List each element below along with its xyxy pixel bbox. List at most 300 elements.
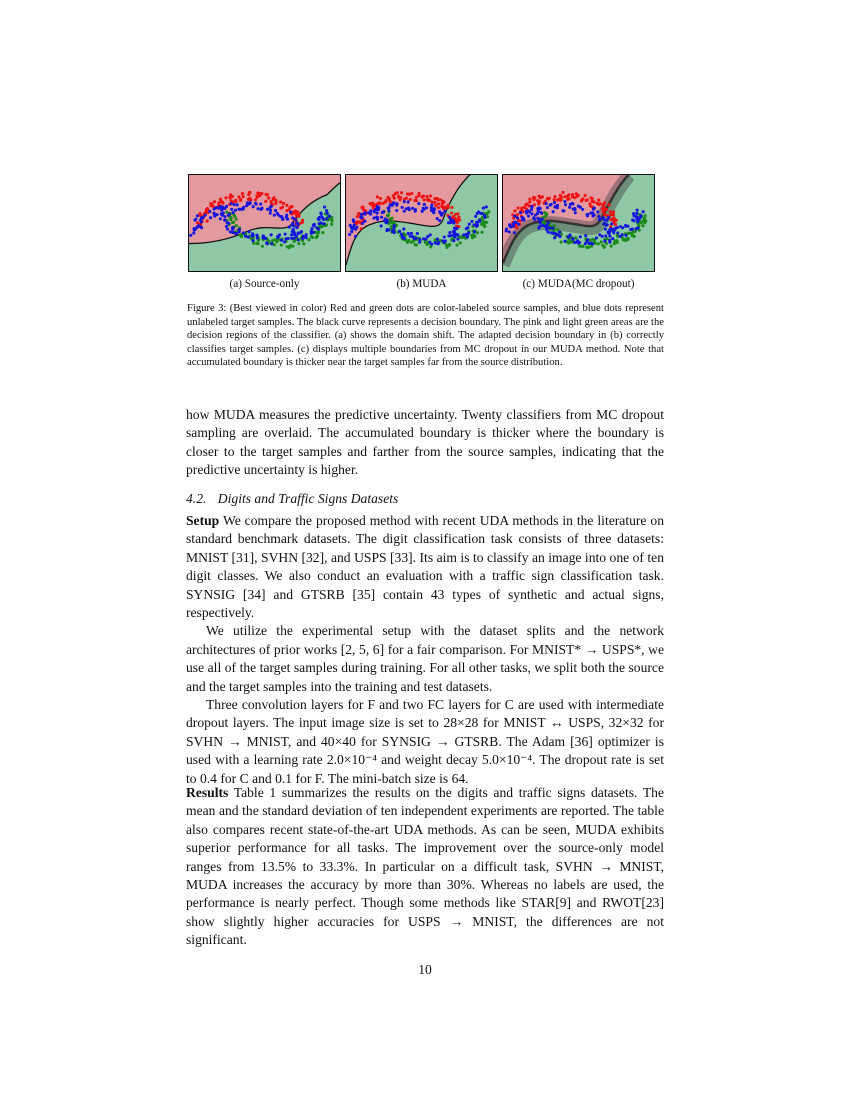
- data-point: [433, 201, 436, 204]
- data-point: [584, 194, 587, 197]
- data-point: [267, 196, 270, 199]
- data-point: [471, 236, 474, 239]
- data-point: [232, 211, 235, 214]
- data-point: [450, 206, 453, 209]
- data-point: [589, 239, 592, 242]
- data-point: [386, 228, 389, 231]
- data-point: [196, 214, 199, 217]
- data-point: [637, 226, 640, 229]
- data-point: [555, 233, 558, 236]
- data-point: [448, 243, 451, 246]
- data-point: [476, 221, 479, 224]
- data-point: [541, 195, 544, 198]
- data-point: [231, 228, 234, 231]
- data-point: [283, 240, 286, 243]
- data-point: [417, 194, 420, 197]
- data-point: [434, 241, 437, 244]
- data-point: [269, 209, 272, 212]
- data-point: [448, 215, 451, 218]
- setup-label: Setup: [186, 513, 220, 528]
- data-point: [454, 213, 457, 216]
- data-point: [530, 212, 533, 215]
- data-point: [382, 210, 385, 213]
- data-point: [231, 195, 234, 198]
- data-point: [378, 201, 381, 204]
- data-point: [302, 242, 305, 245]
- data-point: [225, 225, 228, 228]
- data-point: [206, 219, 209, 222]
- data-point: [597, 203, 600, 206]
- data-point: [432, 211, 435, 214]
- data-point: [280, 239, 283, 242]
- data-point: [260, 208, 263, 211]
- data-point: [450, 234, 453, 237]
- data-point: [248, 191, 251, 194]
- data-point: [330, 223, 333, 226]
- data-point: [242, 206, 245, 209]
- data-point: [251, 232, 254, 235]
- data-point: [429, 245, 432, 248]
- data-point: [227, 214, 230, 217]
- data-point: [547, 231, 550, 234]
- section-title: Digits and Traffic Signs Datasets: [217, 491, 399, 506]
- data-point: [288, 245, 291, 248]
- data-point: [604, 234, 607, 237]
- data-point: [284, 233, 287, 236]
- data-point: [242, 231, 245, 234]
- data-point: [227, 222, 230, 225]
- data-point: [613, 217, 616, 220]
- data-point: [204, 214, 207, 217]
- data-point: [546, 197, 549, 200]
- data-point: [436, 217, 439, 220]
- data-point: [558, 231, 561, 234]
- data-point: [241, 192, 244, 195]
- data-point: [293, 232, 296, 235]
- data-point: [254, 198, 257, 201]
- data-point: [276, 236, 279, 239]
- data-point: [537, 210, 540, 213]
- data-point: [459, 241, 462, 244]
- data-point: [416, 232, 419, 235]
- data-point: [257, 207, 260, 210]
- subcaption-c: (c) MUDA(MC dropout): [522, 278, 635, 290]
- data-point: [559, 241, 562, 244]
- data-point: [266, 208, 269, 211]
- data-point: [386, 220, 389, 223]
- data-point: [609, 218, 612, 221]
- data-point: [401, 206, 404, 209]
- data-point: [585, 199, 588, 202]
- data-point: [448, 231, 451, 234]
- data-point: [305, 236, 308, 239]
- figure-caption: Figure 3: (Best viewed in color) Red and green dots are color-labeled source samples, and blue dots represent unlabeled target samples. The black curve represents a decision boundary. The pink and light green areas are the decision regions of the classifier. (a) shows the domain shift. The adapted decision boundary in (b) correctly classifies target samples. (c) displays multiple boundaries from MC dropout in our MUDA method. Note that accumulated boundary is thicker near the target samples far from the source distribution.: [187, 303, 664, 369]
- data-point: [431, 201, 434, 204]
- data-point: [553, 198, 556, 201]
- intro-paragraph: [186, 406, 664, 480]
- data-point: [201, 216, 204, 219]
- data-point: [360, 227, 363, 230]
- data-point: [604, 228, 607, 231]
- data-point: [568, 206, 571, 209]
- data-point: [240, 235, 243, 238]
- data-point: [225, 205, 228, 208]
- data-point: [320, 221, 323, 224]
- data-point: [522, 218, 525, 221]
- data-point: [222, 207, 225, 210]
- intro-text: how MUDA measures the predictive uncertainty. Twenty classifiers from MC dropout sampling are overlaid. The accumulated boundary is thicker where the boundary is closer to the target samples and farther from the source samples, indicating that the predictive uncertainty is higher.: [186, 407, 664, 478]
- data-point: [460, 236, 463, 239]
- data-point: [641, 224, 644, 227]
- data-point: [624, 234, 627, 237]
- results-label: Results: [186, 785, 229, 800]
- data-point: [558, 235, 561, 238]
- data-point: [561, 191, 564, 194]
- data-point: [573, 207, 576, 210]
- data-point: [437, 241, 440, 244]
- data-point: [597, 215, 600, 218]
- data-point: [635, 212, 638, 215]
- data-point: [441, 202, 444, 205]
- subcaption-a: (a) Source-only: [229, 278, 300, 290]
- data-point: [286, 218, 289, 221]
- moons-plot-b: [346, 175, 497, 271]
- data-point: [629, 228, 632, 231]
- data-point: [615, 239, 618, 242]
- data-point: [418, 238, 421, 241]
- data-point: [474, 224, 477, 227]
- data-point: [421, 210, 424, 213]
- data-point: [538, 200, 541, 203]
- data-point: [361, 222, 364, 225]
- data-point: [574, 211, 577, 214]
- data-point: [407, 207, 410, 210]
- data-point: [423, 203, 426, 206]
- data-point: [413, 199, 416, 202]
- data-point: [632, 214, 635, 217]
- data-point: [297, 238, 300, 241]
- data-point: [248, 230, 251, 233]
- data-point: [264, 200, 267, 203]
- data-point: [508, 230, 511, 233]
- data-point: [230, 202, 233, 205]
- data-point: [215, 213, 218, 216]
- data-point: [221, 201, 224, 204]
- data-point: [439, 198, 442, 201]
- data-point: [481, 231, 484, 234]
- data-point: [608, 235, 611, 238]
- page-number: 10: [418, 962, 432, 977]
- data-point: [426, 198, 429, 201]
- data-point: [320, 213, 323, 216]
- data-point: [636, 209, 639, 212]
- data-point: [452, 230, 455, 233]
- data-point: [513, 215, 516, 218]
- data-point: [415, 243, 418, 246]
- data-point: [586, 213, 589, 216]
- data-point: [262, 234, 265, 237]
- data-point: [473, 230, 476, 233]
- data-point: [544, 215, 547, 218]
- data-point: [548, 226, 551, 229]
- data-point: [234, 218, 237, 221]
- data-point: [217, 207, 220, 210]
- data-point: [450, 211, 453, 214]
- data-point: [273, 214, 276, 217]
- data-point: [376, 205, 379, 208]
- data-point: [400, 191, 403, 194]
- data-point: [530, 205, 533, 208]
- data-point: [608, 241, 611, 244]
- results-text: Table 1 summarizes the results on the digits and traffic signs datasets. The mean and the standard deviation of ten independent experiments are reported. The table also compares recent state-of-the-art UDA methods. As can be seen, MUDA exhibits superior performance for all tasks. The improvement over the source-only model ranges from 13.5% to 33.3%. In particular on a difficult task, SVHN → MNIST, MUDA increases the accuracy by more than 30%. Whereas no labels are used, the performance is nearly perfect. Though some methods like STAR[9] and RWOT[23] show slightly higher accuracies for USPS → MNIST, the differences are not significant.: [186, 785, 664, 948]
- data-point: [269, 212, 272, 215]
- data-point: [573, 196, 576, 199]
- data-point: [252, 205, 255, 208]
- data-point: [581, 208, 584, 211]
- data-point: [279, 207, 282, 210]
- data-point: [322, 222, 325, 225]
- section-number: 4.2.: [186, 491, 207, 506]
- data-point: [320, 225, 323, 228]
- data-point: [433, 207, 436, 210]
- data-point: [483, 221, 486, 224]
- data-point: [223, 219, 226, 222]
- data-point: [425, 206, 428, 209]
- data-point: [418, 241, 421, 244]
- data-point: [422, 194, 425, 197]
- data-point: [391, 217, 394, 220]
- data-point: [534, 214, 537, 217]
- data-point: [414, 208, 417, 211]
- data-point: [359, 216, 362, 219]
- data-point: [512, 222, 515, 225]
- data-point: [290, 233, 293, 236]
- data-point: [388, 197, 391, 200]
- data-point: [605, 224, 608, 227]
- data-point: [355, 225, 358, 228]
- data-point: [321, 231, 324, 234]
- data-point: [206, 207, 209, 210]
- data-point: [517, 206, 520, 209]
- data-point: [295, 226, 298, 229]
- data-point: [265, 241, 268, 244]
- data-point: [293, 224, 296, 227]
- data-point: [198, 225, 201, 228]
- data-point: [403, 200, 406, 203]
- data-point: [223, 215, 226, 218]
- data-point: [553, 201, 556, 204]
- data-point: [545, 202, 548, 205]
- figure-3: [188, 174, 658, 274]
- data-point: [220, 212, 223, 215]
- data-point: [476, 231, 479, 234]
- data-point: [311, 236, 314, 239]
- data-point: [376, 216, 379, 219]
- data-point: [578, 241, 581, 244]
- data-point: [483, 216, 486, 219]
- data-point: [430, 206, 433, 209]
- data-point: [571, 193, 574, 196]
- data-point: [455, 227, 458, 230]
- data-point: [376, 212, 379, 215]
- data-point: [305, 233, 308, 236]
- data-point: [294, 218, 297, 221]
- data-point: [353, 224, 356, 227]
- data-point: [563, 195, 566, 198]
- data-point: [251, 239, 254, 242]
- data-point: [591, 211, 594, 214]
- data-point: [613, 242, 616, 245]
- data-point: [403, 237, 406, 240]
- data-point: [256, 236, 259, 239]
- data-point: [605, 219, 608, 222]
- data-point: [318, 216, 321, 219]
- data-point: [281, 218, 284, 221]
- data-point: [249, 202, 252, 205]
- data-point: [231, 231, 234, 234]
- data-point: [235, 232, 238, 235]
- data-point: [352, 220, 355, 223]
- data-point: [373, 204, 376, 207]
- data-point: [236, 203, 239, 206]
- data-point: [602, 206, 605, 209]
- data-point: [533, 218, 536, 221]
- data-point: [467, 231, 470, 234]
- data-point: [624, 224, 627, 227]
- data-point: [282, 202, 285, 205]
- data-point: [545, 212, 548, 215]
- data-point: [579, 235, 582, 238]
- data-point: [613, 228, 616, 231]
- setup-block: [186, 512, 664, 788]
- data-point: [607, 230, 610, 233]
- data-point: [422, 207, 425, 210]
- data-point: [369, 212, 372, 215]
- data-point: [247, 236, 250, 239]
- data-point: [538, 218, 541, 221]
- data-point: [587, 246, 590, 249]
- data-point: [288, 226, 291, 229]
- data-point: [519, 211, 522, 214]
- data-point: [537, 194, 540, 197]
- data-point: [601, 244, 604, 247]
- data-point: [317, 228, 320, 231]
- data-point: [592, 200, 595, 203]
- data-point: [323, 205, 326, 208]
- panel-muda: [345, 174, 498, 272]
- data-point: [580, 199, 583, 202]
- data-point: [577, 194, 580, 197]
- data-point: [594, 242, 597, 245]
- data-point: [386, 214, 389, 217]
- data-point: [321, 216, 324, 219]
- data-point: [219, 217, 222, 220]
- data-point: [639, 221, 642, 224]
- data-point: [364, 213, 367, 216]
- data-point: [242, 195, 245, 198]
- data-point: [609, 210, 612, 213]
- data-point: [592, 208, 595, 211]
- data-point: [265, 193, 268, 196]
- data-point: [398, 230, 401, 233]
- data-point: [406, 192, 409, 195]
- data-point: [424, 237, 427, 240]
- data-point: [238, 230, 241, 233]
- data-point: [399, 196, 402, 199]
- data-point: [458, 219, 461, 222]
- data-point: [387, 209, 390, 212]
- data-point: [226, 228, 229, 231]
- data-point: [597, 242, 600, 245]
- data-point: [380, 224, 383, 227]
- data-point: [247, 198, 250, 201]
- data-point: [600, 240, 603, 243]
- data-point: [417, 202, 420, 205]
- data-point: [310, 230, 313, 233]
- data-point: [350, 230, 353, 233]
- data-point: [415, 237, 418, 240]
- data-point: [567, 241, 570, 244]
- data-point: [230, 208, 233, 211]
- data-point: [574, 236, 577, 239]
- data-point: [275, 240, 278, 243]
- data-point: [552, 210, 555, 213]
- data-point: [591, 242, 594, 245]
- data-point: [477, 210, 480, 213]
- data-point: [447, 206, 450, 209]
- data-point: [437, 202, 440, 205]
- data-point: [627, 237, 630, 240]
- data-point: [584, 234, 587, 237]
- data-point: [445, 243, 448, 246]
- data-point: [405, 197, 408, 200]
- data-point: [566, 198, 569, 201]
- data-point: [487, 210, 490, 213]
- data-point: [360, 213, 363, 216]
- data-point: [450, 221, 453, 224]
- data-point: [290, 205, 293, 208]
- data-point: [244, 235, 247, 238]
- data-point: [546, 206, 549, 209]
- data-point: [643, 214, 646, 217]
- data-point: [601, 235, 604, 238]
- data-point: [528, 198, 531, 201]
- data-point: [456, 237, 459, 240]
- subcaption-b: (b) MUDA: [396, 278, 447, 290]
- data-point: [357, 212, 360, 215]
- data-point: [563, 240, 566, 243]
- data-point: [533, 196, 536, 199]
- data-point: [466, 226, 469, 229]
- setup-p1: We compare the proposed method with recent UDA methods in the literature on standard benchmark datasets. The digit classification task consists of three datasets: MNIST [31], SVHN [32], and USPS [33]. Its aim is to classify an image into one of ten digit classes. We also conduct an evaluation with a traffic sign classification task. SYNSIG [34] and GTSRB [35] contain 43 types of synthetic and actual signs, respectively.: [186, 513, 664, 621]
- data-point: [618, 235, 621, 238]
- data-point: [316, 235, 319, 238]
- data-point: [317, 231, 320, 234]
- data-point: [485, 205, 488, 208]
- data-point: [643, 218, 646, 221]
- data-point: [515, 221, 518, 224]
- data-point: [234, 209, 237, 212]
- data-point: [392, 227, 395, 230]
- data-point: [633, 235, 636, 238]
- moons-plot-c: [503, 175, 654, 271]
- data-point: [578, 245, 581, 248]
- data-point: [567, 235, 570, 238]
- data-point: [474, 215, 477, 218]
- data-point: [274, 209, 277, 212]
- data-point: [192, 232, 195, 235]
- data-point: [348, 233, 351, 236]
